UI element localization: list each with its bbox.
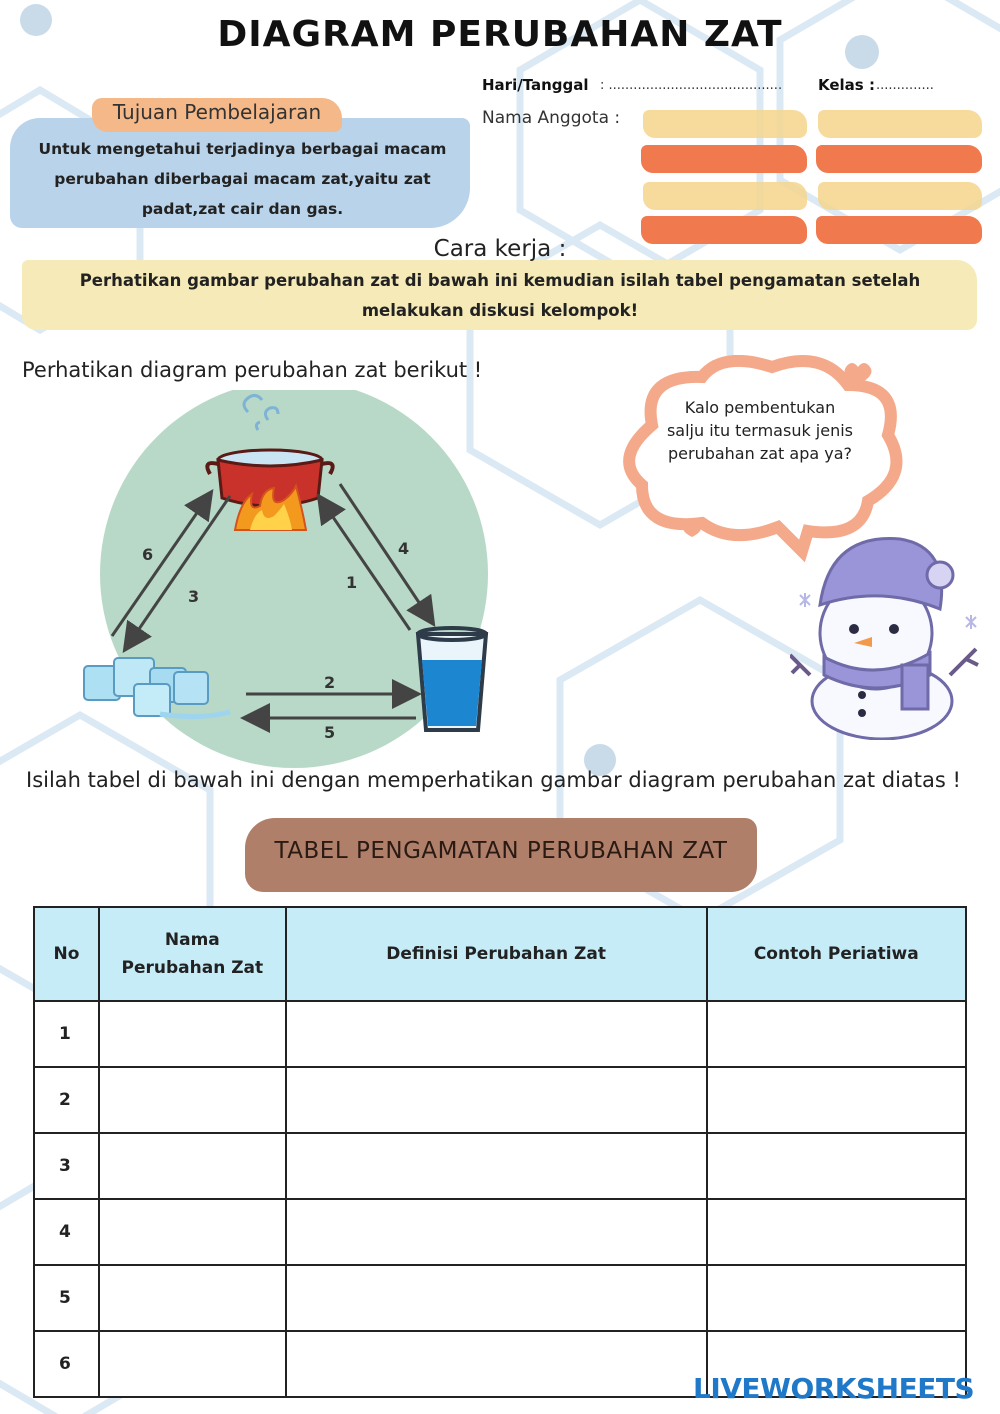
arrow-label-4: 4 [398,539,410,558]
definition-cell[interactable] [286,1067,707,1133]
arrow-label-5: 5 [324,723,336,742]
definition-cell[interactable] [286,1331,707,1397]
definition-cell[interactable] [286,1199,707,1265]
member-name-field-1[interactable] [643,110,807,138]
definition-cell[interactable] [286,1001,707,1067]
date-label: Hari/Tanggal [482,76,589,94]
members-label: Nama Anggota : [482,108,621,128]
arrow-label-3: 3 [188,587,200,606]
column-header-definition: Definisi Perubahan Zat [286,907,707,1001]
class-label: Kelas : [818,76,875,94]
name-cell[interactable] [99,1001,286,1067]
member-name-field-5[interactable] [643,182,807,210]
name-cell[interactable] [99,1265,286,1331]
member-name-field-8[interactable] [816,216,982,244]
table-prompt: Isilah tabel di bawah ini dengan memperhatikan gambar diagram perubahan zat diatas ! [26,768,961,792]
example-cell[interactable] [707,1067,966,1133]
row-number: 4 [34,1199,99,1265]
row-number: 2 [34,1067,99,1133]
table-header-row [34,907,966,1001]
observation-table [33,906,967,1398]
member-name-field-7[interactable] [641,216,807,244]
thought-bubble-text: Kalo pembentukan salju itu termasuk jenis perubahan zat apa ya? [666,398,854,463]
name-cell[interactable] [99,1331,286,1397]
procedure-text: Perhatikan gambar perubahan zat di bawah ini kemudian isilah tabel pengamatan setelah melakukan diskusi kelompok! [79,271,921,320]
name-cell[interactable] [99,1067,286,1133]
row-number: 6 [34,1331,99,1397]
date-field[interactable]: : .......................................... [600,78,783,93]
table-row [34,1001,966,1067]
row-number: 1 [34,1001,99,1067]
name-cell[interactable] [99,1199,286,1265]
arrow-label-1: 1 [346,573,358,592]
goal-heading: Tujuan Pembelajaran [112,100,322,124]
phase-change-diagram [70,390,510,770]
column-header-no: No [34,907,99,1001]
water-glass-icon [418,628,486,730]
table-row [34,1133,966,1199]
member-name-field-6[interactable] [818,182,982,210]
table-title: TABEL PENGAMATAN PERUBAHAN ZAT [274,838,728,864]
hat-pompom [927,562,953,588]
table-row [34,1067,966,1133]
liveworksheets-logo: LIVEWORKSHEETS [693,1372,975,1405]
table-row [34,1265,966,1331]
table-row [34,1199,966,1265]
arrow-label-2: 2 [324,673,336,692]
name-cell[interactable] [99,1133,286,1199]
example-cell[interactable] [707,1265,966,1331]
class-field[interactable]: .............. [876,78,934,93]
row-number: 3 [34,1133,99,1199]
member-name-field-2[interactable] [818,110,982,138]
member-name-field-4[interactable] [816,145,982,173]
example-cell[interactable] [707,1199,966,1265]
page-title: DIAGRAM PERUBAHAN ZAT [217,14,783,55]
example-cell[interactable] [707,1133,966,1199]
example-cell[interactable] [707,1001,966,1067]
goal-text: Untuk mengetahui terjadinya berbagai macam perubahan diberbagai macam zat,yaitu zat padat,zat cair dan gas. [38,140,447,218]
row-number: 5 [34,1265,99,1331]
arrow-label-6: 6 [142,545,154,564]
diagram-prompt: Perhatikan diagram perubahan zat berikut ! [22,358,483,382]
column-header-name: Nama Perubahan Zat [99,907,286,1001]
procedure-heading: Cara kerja : [433,236,567,262]
snowman-illustration [790,525,985,740]
definition-cell[interactable] [286,1133,707,1199]
column-header-example: Contoh Periatiwa [707,907,966,1001]
definition-cell[interactable] [286,1265,707,1331]
member-name-field-3[interactable] [641,145,807,173]
